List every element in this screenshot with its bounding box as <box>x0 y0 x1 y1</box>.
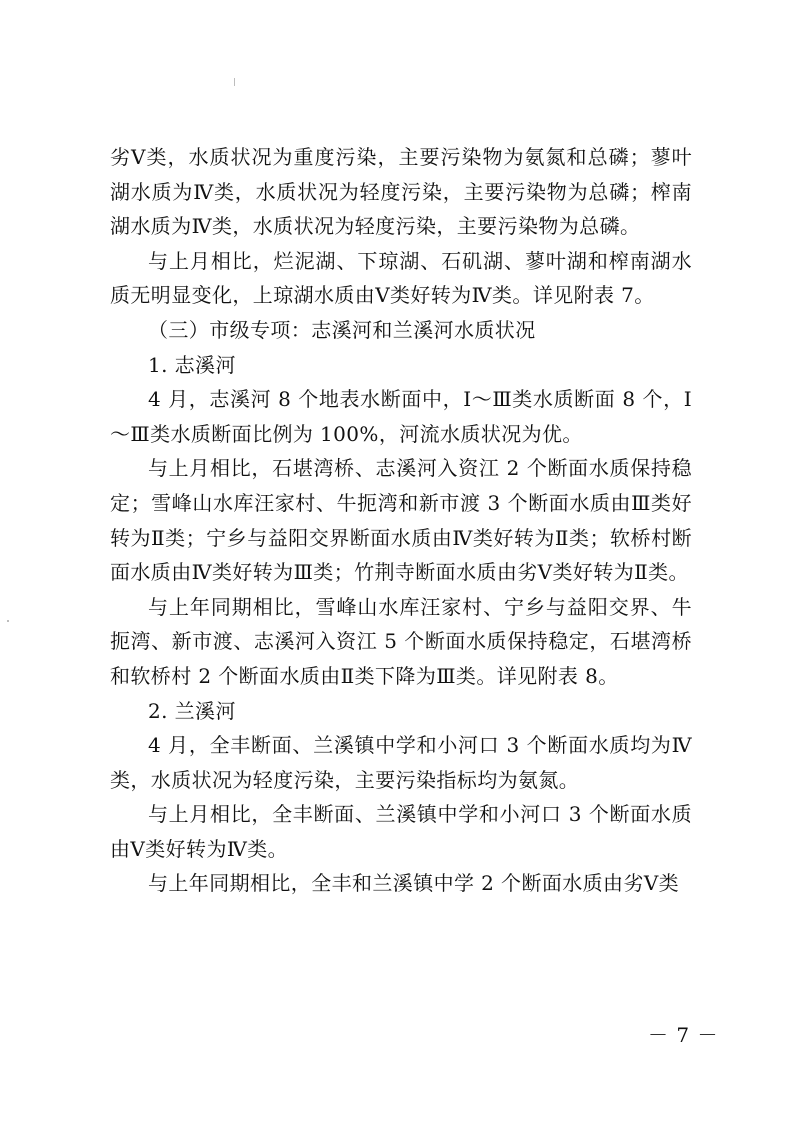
paragraph-lanxi-summary: 4 月，全丰断面、兰溪镇中学和小河口 3 个断面水质均为Ⅳ类，水质状况为轻度污染，主要污染指标均为氨氮。 <box>110 733 692 792</box>
subsection-heading-lanxi-river: 2. 兰溪河 <box>148 698 236 723</box>
scan-mark-top <box>234 78 235 86</box>
paragraph-lanxi-year-compare: 与上年同期相比，全丰和兰溪镇中学 2 个断面水质由劣Ⅴ类 <box>148 871 680 896</box>
paragraph-2: 与上月相比，烂泥湖、下琼湖、石矶湖、蓼叶湖和榨南湖水质无明显变化，上琼湖水质由Ⅴ类好转为Ⅳ类。详见附表 7。 <box>110 248 692 308</box>
scan-mark-left <box>7 620 9 622</box>
section-heading: （三）市级专项：志溪河和兰溪河水质状况 <box>148 317 536 342</box>
paragraph-1: 劣Ⅴ类，水质状况为重度污染，主要污染物为氨氮和总磷；蓼叶湖水质为Ⅳ类，水质状况为轻度污染，主要污染物为总磷；榨南湖水质为Ⅳ类，水质状况为轻度污染，主要污染物为总磷。 <box>110 145 692 239</box>
subsection-heading-zhixi-river: 1. 志溪河 <box>148 352 236 377</box>
paragraph-lanxi-month-compare: 与上月相比，全丰断面、兰溪镇中学和小河口 3 个断面水质由Ⅴ类好转为Ⅳ类。 <box>110 802 692 861</box>
page-number: － 7 － <box>648 1023 719 1047</box>
paragraph-zhixi-month-compare: 与上月相比，石堪湾桥、志溪河入资江 2 个断面水质保持稳定；雪峰山水库汪家村、牛扼湾和新市渡 3 个断面水质由Ⅲ类好转为Ⅱ类；宁乡与益阳交界断面水质由Ⅳ类好转为Ⅱ类；软桥村断面水质由Ⅳ类好转为Ⅲ类；竹荆寺断面水质由劣Ⅴ类好转为Ⅱ类。 <box>110 456 692 585</box>
paragraph-zhixi-summary: 4 月，志溪河 8 个地表水断面中，Ⅰ～Ⅲ类水质断面 8 个，Ⅰ～Ⅲ类水质断面比例为 100%，河流水质状况为优。 <box>110 387 692 446</box>
paragraph-zhixi-year-compare: 与上年同期相比，雪峰山水库汪家村、宁乡与益阳交界、牛扼湾、新市渡、志溪河入资江 5 个断面水质保持稳定，石堪湾桥和软桥村 2 个断面水质由Ⅱ类下降为Ⅲ类。详见附表 8。 <box>110 594 692 688</box>
document-body <box>110 140 692 901</box>
